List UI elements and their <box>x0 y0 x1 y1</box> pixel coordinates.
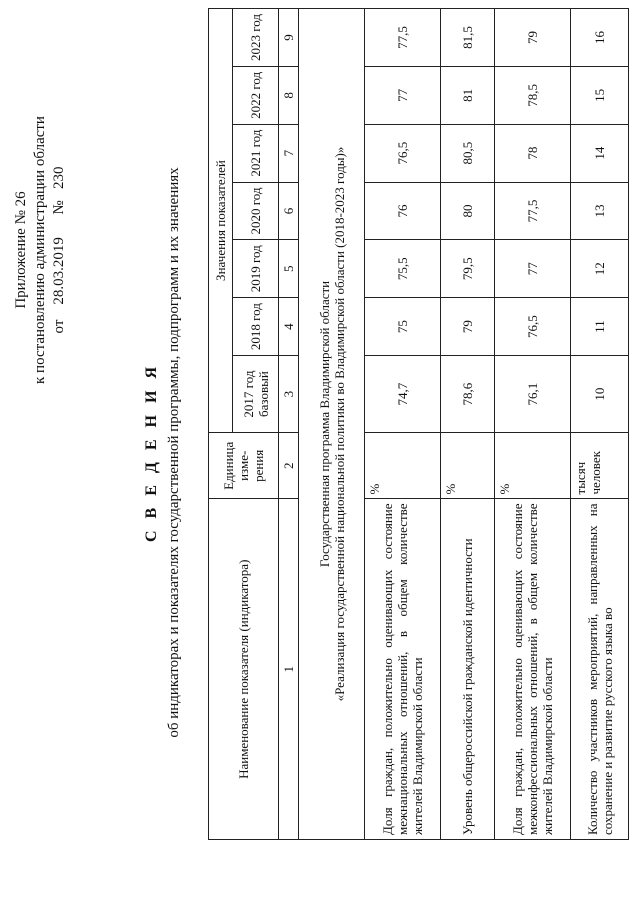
indicator-value: 14 <box>571 124 629 182</box>
indicator-value: 77 <box>495 240 571 298</box>
indicator-value: 80,5 <box>441 124 495 182</box>
indicator-value: 81,5 <box>441 9 495 67</box>
program-title-line2: «Реализация государственной национальной политики во Владимирской области (2018-2023 годы)» <box>331 146 347 702</box>
indicator-value: 78,6 <box>441 356 495 433</box>
column-number: 8 <box>279 66 299 124</box>
header-values: Значения показателей <box>209 9 233 433</box>
document-title: С В Е Д Е Н И Я <box>143 362 160 543</box>
indicator-unit: % <box>495 433 571 499</box>
header-year: 2023 год <box>233 9 279 67</box>
document-subtitle: об индикаторах и показателях государственной программы, подпрограмм и их значениях <box>166 167 182 738</box>
appendix-resolution: к постановлению администрации области <box>32 116 48 384</box>
column-number: 5 <box>279 240 299 298</box>
header-year: 2017 год базовый <box>233 356 279 433</box>
column-number: 3 <box>279 356 299 433</box>
indicator-value: 79 <box>495 9 571 67</box>
table-row <box>441 9 495 840</box>
column-number: 7 <box>279 124 299 182</box>
table-row <box>495 9 571 840</box>
header-year: 2018 год <box>233 298 279 356</box>
column-number: 9 <box>279 9 299 67</box>
indicator-unit: тысяч человек <box>571 433 629 499</box>
indicator-value: 76,5 <box>495 298 571 356</box>
indicator-value: 78,5 <box>495 66 571 124</box>
indicator-unit: % <box>365 433 441 499</box>
column-number-row <box>279 9 299 840</box>
indicator-value: 81 <box>441 66 495 124</box>
indicator-value: 79 <box>441 298 495 356</box>
indicator-unit: % <box>441 433 495 499</box>
indicator-value: 75,5 <box>365 240 441 298</box>
indicator-value: 77,5 <box>495 182 571 240</box>
indicator-value: 13 <box>571 182 629 240</box>
table-row <box>571 9 629 840</box>
indicator-name: Доля граждан, положительно оценивающих состояние межконфессиональных отношений, в общем количестве жителей Владимирской области <box>495 499 571 840</box>
appendix-number: Приложение № 26 <box>13 191 29 309</box>
column-number: 6 <box>279 182 299 240</box>
indicator-value: 78 <box>495 124 571 182</box>
column-number: 4 <box>279 298 299 356</box>
appendix-date-number: от 28.03.2019 № 230 <box>51 166 67 334</box>
indicator-name: Количество участников мероприятий, направленных на сохранение и развитие русского языка во <box>571 499 629 840</box>
appendix-header <box>12 70 69 430</box>
indicator-value: 77 <box>365 66 441 124</box>
indicator-value: 12 <box>571 240 629 298</box>
program-title-line1: Государственная программа Владимирской области <box>316 280 332 568</box>
header-year: 2019 год <box>233 240 279 298</box>
header-unit: Единица изме-рения <box>209 433 279 499</box>
table-row <box>365 9 441 840</box>
header-year: 2022 год <box>233 66 279 124</box>
header-year: 2021 год <box>233 124 279 182</box>
header-indicator-name: Наименование показателя (индикатора) <box>209 499 279 840</box>
header-year: 2020 год <box>233 182 279 240</box>
indicator-value: 16 <box>571 9 629 67</box>
indicator-name: Доля граждан, положительно оценивающих состояние межнациональных отношений, в общем количестве жителей Владимирской области <box>365 499 441 840</box>
indicator-value: 76,5 <box>365 124 441 182</box>
column-number: 1 <box>279 499 299 840</box>
program-row <box>299 9 365 840</box>
indicator-name: Уровень общероссийской гражданской идентичности <box>441 499 495 840</box>
indicator-value: 76 <box>365 182 441 240</box>
indicator-value: 80 <box>441 182 495 240</box>
indicators-table <box>208 8 629 840</box>
program-title <box>299 9 365 840</box>
column-number: 2 <box>279 433 299 499</box>
indicator-value: 11 <box>571 298 629 356</box>
indicator-value: 76,1 <box>495 356 571 433</box>
indicator-value: 10 <box>571 356 629 433</box>
indicator-value: 15 <box>571 66 629 124</box>
indicator-value: 79,5 <box>441 240 495 298</box>
indicator-value: 75 <box>365 298 441 356</box>
indicator-value: 74,7 <box>365 356 441 433</box>
indicator-value: 77,5 <box>365 9 441 67</box>
